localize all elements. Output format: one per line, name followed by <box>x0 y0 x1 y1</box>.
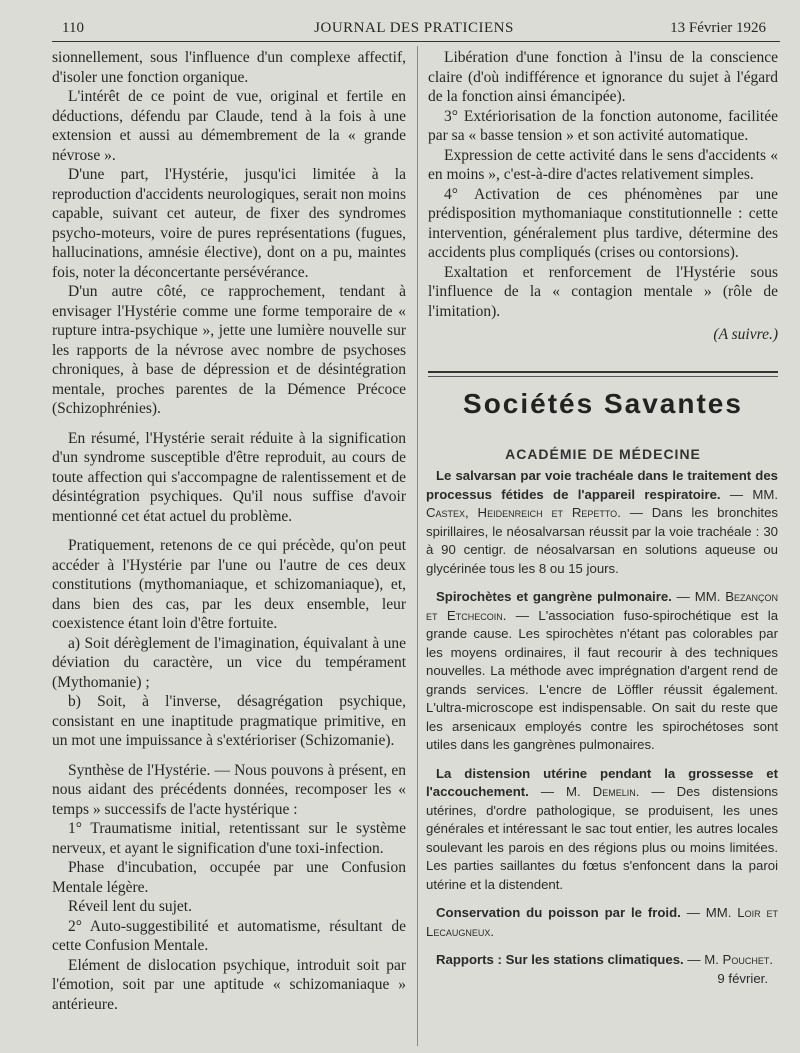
paragraph: Réveil lent du sujet. <box>68 898 192 915</box>
news-heading: Conservation du poisson par le froid. <box>436 905 681 920</box>
paragraph: a) Soit dérèglement de l'imagination, équivalant à une déviation du caractère, un vice du tempérament (Mythomanie) ; <box>52 634 406 691</box>
left-column <box>52 48 406 1014</box>
paragraph: Exaltation et renforcement de l'Hystérie sous l'influence de la « contagion mentale » (rôle de l'imitation). <box>428 263 778 320</box>
paragraph: b) Soit, à l'inverse, désagrégation psychique, consistant en une inaptitude pragmatique primitive, en un mot une impuissance à s'extérioriser (Schizomanie). <box>52 693 406 749</box>
news-heading: La distension utérine pendant la grossesse et l'accouchement. <box>426 765 778 799</box>
continued-note: (A suivre.) <box>713 326 778 343</box>
running-header <box>62 18 766 40</box>
column-divider <box>417 46 418 1046</box>
right-column <box>428 48 778 345</box>
page-number: 110 <box>62 20 84 36</box>
news-item: La distension utérine pendant la grossesse et l'accouchement. — M. Demelin. — Des distensions utérines, d'ordre pathologique, se produisent, les unes générales et intéressant le sac tout entier, les autres locales soulevant les parois en des régions plus ou moins limitées. Les parties saillantes du fœtus s'enfoncent dans la paroi utérine et la distendent. <box>426 765 779 892</box>
news-heading: Spirochètes et gangrène pulmonaire. <box>436 589 672 604</box>
news-authors: MM. Castex, Heidenreich et Repetto. <box>426 486 779 520</box>
news-text: Des distensions utérines, d'ordre pathologique, se produisent, les unes générales et intéressant le sac tout entier, les autres locales soulevant les parois en des régions plus ou moins limitées. Les parties saillantes du fœtus s'enfoncent dans la paroi utérine et la distendent. <box>426 784 779 892</box>
paragraph: En résumé, l'Hystérie serait réduite à la signification d'un syndrome susceptible d'être reproduit, au cours de toute affection qui s'accompagne de ralentissement et de désintégration psychiques. Qu'il nous suffise d'avoir mentionné cet état actuel du problème. <box>52 429 406 525</box>
academy-heading: ACADÉMIE DE MÉDECINE <box>505 446 701 462</box>
paragraph: 1° Traumatisme initial, retentissant sur le système nerveux, et ayant le signification d'une toxi-infection. <box>52 820 406 857</box>
section-title: Sociétés Savantes <box>463 388 743 419</box>
news-authors: M. Demelin. <box>566 784 640 799</box>
header-rule <box>52 41 780 42</box>
paragraph: 4° Activation de ces phénomènes par une prédisposition mythomaniaque constitutionnelle : cette intervention, généralement plus tardive, détermine des accidents plus compliqués (crises ou contorsions). <box>428 185 778 261</box>
news-authors: MM. Bezançon et Etchecoin. <box>426 589 778 623</box>
paragraph: D'une part, l'Hystérie, jusqu'ici limitée à la reproduction d'accidents neurologiques, serait non moins capable, suivant cet auteur, de fixer des syndromes psycho-moteurs, voire de pures représentations (fugues, hallucinations, amnésie élective), dont on a pu, maintes fois, noter la déconcertante persévérance. <box>52 166 406 281</box>
news-item: Rapports : Sur les stations climatiques. — M. Pouchet. <box>436 952 773 967</box>
issue-date: 13 Février 1926 <box>670 20 766 36</box>
paragraph: 3° Extériorisation de la fonction autonome, facilitée par sa « basse tension » et son activité automatique. <box>428 107 778 144</box>
paragraph: D'un autre côté, ce rapprochement, tendant à envisager l'Hystérie comme une forme temporaire de « rupture intra-psychique », jette une lumière nouvelle sur les rapports de la névrose avec nombre de psychoses chroniques, à base de dépression et de désintégration mentale, proches parentes de la Démence Précoce (Schizophrénies). <box>52 283 406 417</box>
paragraph: Synthèse de l'Hystérie. — Nous pouvons à présent, en nous aidant des précédents données, recomposer les « temps » successifs de l'acte hystérique : <box>52 761 406 818</box>
news-authors: M. Pouchet. <box>704 952 773 967</box>
journal-title: JOURNAL DES PRATICIENS <box>314 20 514 36</box>
section-rule <box>428 371 778 373</box>
paragraph: Pratiquement, retenons de ce qui précède, qu'on peut accéder à l'Hystérie par l'une ou l'autre de ces deux constitutions (mythomaniaque, et schizomaniaque), et, dans bien des cas, par les deux ensemble, leur coexistence étant loin d'être fortuite. <box>52 537 406 632</box>
news-items <box>426 467 778 988</box>
paragraph: sionnellement, sous l'influence d'un complexe affectif, d'isoler une fonction organique. <box>52 49 406 86</box>
news-item: Le salvarsan par voie trachéale dans le traitement des processus fétides de l'appareil respiratoire. — MM. Castex, Heidenreich et Repetto. — Dans les bronchites spirillaires, le néosalvarsan réussit par la voie trachéale : 30 à 90 centigr. de néosalvarsan en solutions aqueuse ou glycérinée tous les 8 ou 15 jours. <box>426 468 779 576</box>
paragraph: Phase d'incubation, occupée par une Confusion Mentale légère. <box>52 859 406 896</box>
session-date: 9 février. <box>717 970 768 986</box>
news-item: Spirochètes et gangrène pulmonaire. — MM. Bezançon et Etchecoin. — L'association fuso-spirochétique est la grande cause. Les spirochètes n'étant pas colorables par les moyens ordinaires, il faut recourir à des techniques nouvelles. La méthode avec imprégnation d'argent rend de grands services. L'encre de Löffler réussit également. L'ultra-microscope est indispensable. On sait du reste que les arsenicaux employés contre les spirochétoses sont utiles dans les gangrènes pulmonaires. <box>426 589 779 752</box>
paragraph: Expression de cette activité dans le sens d'accidents « en moins », c'est-à-dire d'actes relativement simples. <box>428 146 778 183</box>
paragraph: 2° Auto-suggestibilité et automatisme, résultant de cette Confusion Mentale. <box>52 917 406 954</box>
news-heading: Rapports : Sur les stations climatiques. <box>436 952 684 967</box>
news-authors: MM. Loir et Lecaugneux. <box>426 905 778 939</box>
paragraph: Libération d'une fonction à l'insu de la conscience claire (d'où indifférence et ignorance du sujet à l'égard de la fonction ainsi émancipée). <box>428 49 778 105</box>
news-item: Conservation du poisson par le froid. — MM. Loir et Lecaugneux. <box>426 905 778 939</box>
section-rule <box>428 376 778 377</box>
news-text: Dans les bronchites spirillaires, le néosalvarsan réussit par la voie trachéale : 30 à 90 centigr. de néosalvarsan en solutions aqueuse ou glycérinée tous les 8 ou 15 jours. <box>426 505 778 576</box>
paragraph: L'intérêt de ce point de vue, original et fertile en déductions, défendu par Claude, tend à la fois à une extension et aussi au démembrement de la « grande névrose ». <box>52 88 406 164</box>
news-heading: Le salvarsan par voie trachéale dans le traitement des processus fétides de l'appareil respiratoire. <box>426 468 778 502</box>
paragraph: Elément de dislocation psychique, introduit soit par l'émotion, soit par une aptitude « schizomaniaque » antérieure. <box>52 956 406 1013</box>
news-text: L'association fuso-spirochétique est la grande cause. Les spirochètes n'étant pas colorables par les moyens ordinaires, il faut recourir à des techniques nouvelles. La méthode avec imprégnation d'argent rend de grands services. L'encre de Löffler réussit également. L'ultra-microscope est indispensable. On sait du reste que les arsenicaux employés contre les spirochétoses sont utiles dans les gangrènes pulmonaires. <box>426 607 779 752</box>
